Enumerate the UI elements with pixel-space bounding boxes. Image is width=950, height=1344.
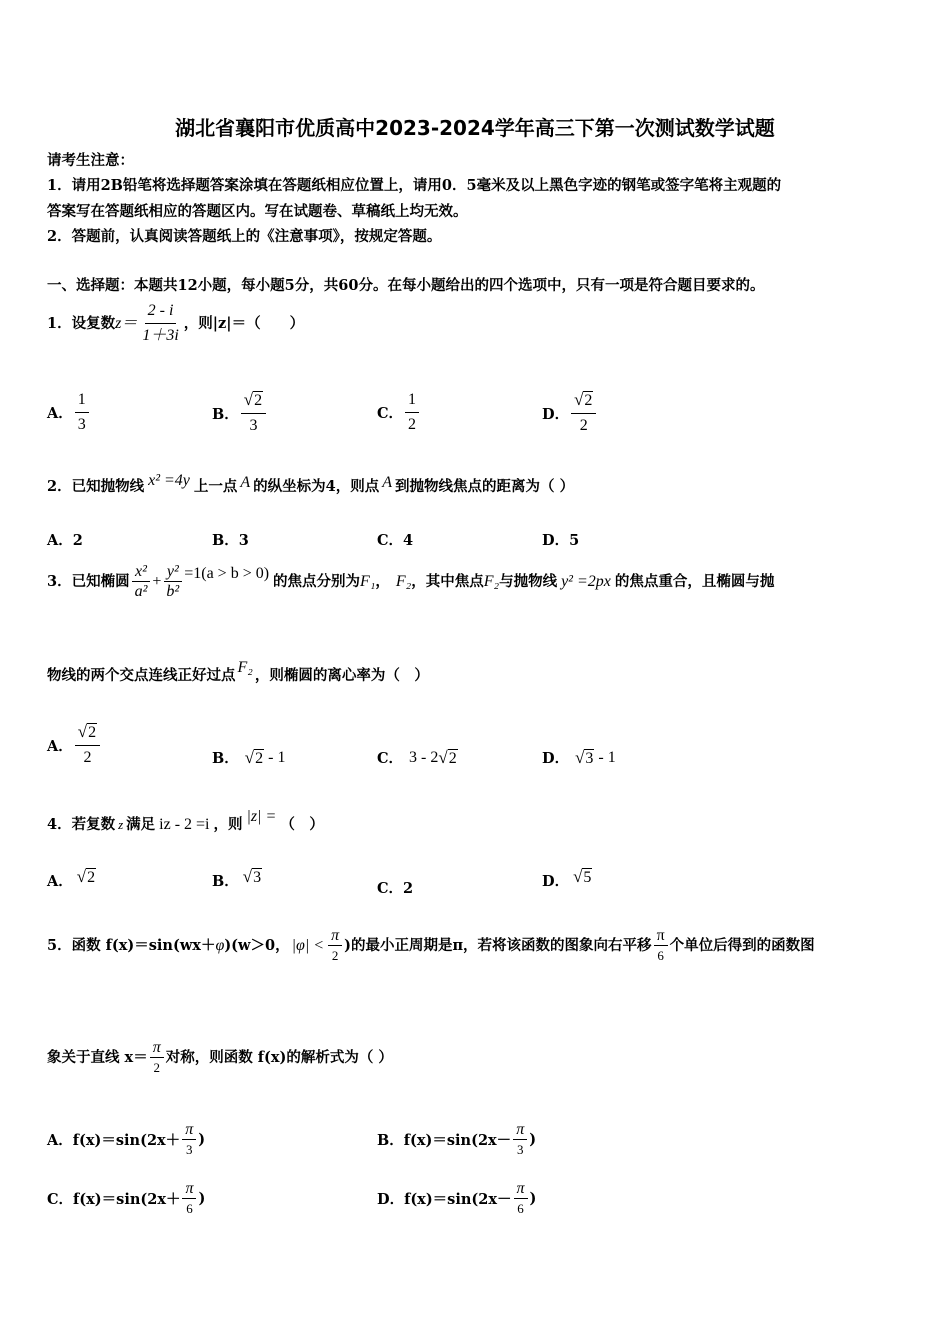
option-fraction <box>75 390 89 435</box>
q3-line-2-prefix: 物线的两个交点连线正好过点 <box>47 667 236 684</box>
option-close: ) <box>529 1131 537 1148</box>
option-label: C． <box>47 1191 74 1208</box>
q2-mid-2: 的纵坐标为4，则点 <box>253 478 380 495</box>
option-fraction <box>405 390 419 435</box>
radicand: 3 <box>253 868 262 886</box>
sqrt-icon: √ <box>575 747 585 767</box>
option-label: B． <box>212 750 239 767</box>
numerator: 1 <box>405 390 419 413</box>
option-value: 3 <box>238 532 249 549</box>
option-value: 2 <box>403 880 414 897</box>
option-label: A． <box>47 737 73 755</box>
notice-heading: 请考生注意： <box>47 152 134 169</box>
denominator: 2 <box>83 749 92 766</box>
denominator: 2 <box>579 417 588 434</box>
q1-prefix: 1．设复数 <box>47 314 116 332</box>
q5-phi: φ <box>215 936 225 954</box>
denominator: 2 <box>408 416 417 433</box>
option-text: f(x)＝sin(2x－ <box>403 1132 512 1149</box>
page-title: 湖北省襄阳市优质高中2023-2024学年高三下第一次测试数学试题 <box>175 116 775 140</box>
option-close: ) <box>529 1190 537 1207</box>
q5-mid-2: )的最小正周期是π，若将该函数的图象向右平移 <box>344 936 652 954</box>
option-fraction <box>241 390 266 436</box>
q2-suffix: 到抛物线焦点的距离为（ ） <box>395 478 575 495</box>
option-rest: 3 - 2 <box>409 748 439 766</box>
numerator: π <box>514 1181 528 1199</box>
option-label: B． <box>212 405 239 423</box>
option-value: 2 <box>72 532 83 549</box>
q4-condition: iz - 2 =i <box>159 816 210 833</box>
option-label: D． <box>542 750 570 767</box>
question-3-line-1 <box>47 564 774 599</box>
sqrt-icon: √ <box>244 747 255 767</box>
option-fraction <box>182 1122 196 1157</box>
q5-pi-over-2-b <box>150 1040 164 1075</box>
option-label: D． <box>542 405 570 423</box>
question-5-line-1 <box>47 928 815 963</box>
q2-equation: x² =4y <box>148 472 190 489</box>
q2-point-2: A <box>382 474 393 491</box>
question-1 <box>47 301 304 346</box>
option-fraction <box>75 722 100 768</box>
notice-line-1a: 1．请用2B铅笔将选择题答案涂填在答题纸相应位置上，请用0．5毫米及以上黑色字迹的钢笔或签字笔将主观题的 <box>47 177 782 194</box>
numerator: π <box>328 928 342 946</box>
option-value: 5 <box>569 532 580 549</box>
q5-abs-phi: |φ| < <box>291 936 325 954</box>
sqrt-icon: √ <box>242 866 253 886</box>
option-fraction <box>182 1181 196 1216</box>
option-fraction <box>514 1181 528 1216</box>
option-label: B． <box>212 873 239 890</box>
q3-f2-c: F₂ <box>237 659 253 676</box>
option-text: f(x)＝sin(2x－ <box>404 1191 512 1208</box>
section-heading: 一、选择题：本题共12小题，每小题5分，共60分。在每小题给出的四个选项中，只有一项是符合题目要求的。 <box>47 277 765 294</box>
q4-abs-z: |z| = <box>246 808 277 825</box>
denominator: 6 <box>657 948 664 963</box>
numerator: x² <box>132 564 150 582</box>
radicand: 2 <box>254 392 263 409</box>
notice-line-1b: 答案写在答题纸相应的答题区内。写在试题卷、草稿纸上均无效。 <box>47 203 468 220</box>
q5-prefix: 5．函数 f(x)＝sin(wx＋ <box>47 936 216 954</box>
numerator: y² <box>164 564 182 582</box>
option-close: ) <box>198 1131 206 1148</box>
q4-mid-2: ，则 <box>213 816 243 833</box>
option-label: A． <box>47 1132 73 1149</box>
q3-f2-b: F₂ <box>483 572 500 590</box>
option-close: ) <box>198 1190 206 1207</box>
q3-mid-3: 与抛物线 <box>499 572 558 590</box>
q3-x-fraction <box>132 564 151 599</box>
q4-prefix: 4．若复数 <box>47 816 116 833</box>
q4-mid: 满足 <box>126 816 156 833</box>
q1-numerator: 2 - i <box>145 301 177 324</box>
question-5-line-2 <box>47 1040 393 1075</box>
q1-option-b[interactable] <box>212 390 268 436</box>
q3-mid-1: 的焦点分别为 <box>273 572 361 590</box>
q4-z: z <box>118 817 124 832</box>
option-label: C． <box>377 880 404 897</box>
numerator: π <box>182 1122 196 1140</box>
numerator: 1 <box>75 390 89 413</box>
plus-sign: + <box>152 572 162 590</box>
option-value: 4 <box>403 532 414 549</box>
denominator: 2 <box>331 948 339 963</box>
option-label: D． <box>542 873 570 890</box>
sqrt-icon: √ <box>243 390 254 409</box>
numerator: π <box>654 928 668 946</box>
denominator: 6 <box>186 1201 193 1216</box>
denominator: 6 <box>517 1201 524 1216</box>
sqrt-icon: √ <box>574 390 584 409</box>
option-label: C． <box>377 405 404 422</box>
q5-option-d[interactable] <box>377 1181 536 1216</box>
radicand: 2 <box>584 392 593 409</box>
q3-option-a[interactable] <box>47 722 102 768</box>
q5-pi-over-2 <box>328 928 342 963</box>
question-4 <box>47 808 324 835</box>
q5-pi-over-6 <box>654 928 668 963</box>
q3-line-2-suffix: ，则椭圆的离心率为（ ） <box>254 667 429 684</box>
q3-option-b[interactable] <box>212 747 285 768</box>
denominator: 3 <box>249 417 258 434</box>
radicand: 2 <box>87 868 96 886</box>
q4-option-c[interactable] <box>377 877 413 898</box>
q3-option-c[interactable] <box>377 747 458 768</box>
option-label: D． <box>377 1191 405 1208</box>
radicand: 5 <box>583 868 592 886</box>
q5-option-c[interactable] <box>47 1181 205 1216</box>
q3-f1: F₁ <box>360 572 376 590</box>
q3-parabola: y² =2px <box>561 572 611 590</box>
q3-line-1-end: 的焦点重合，且椭圆与抛 <box>614 572 775 590</box>
q3-equation-tail: =1(a > b > 0) <box>184 564 270 582</box>
option-label: B． <box>212 532 239 549</box>
question-2 <box>47 472 575 497</box>
option-label: A． <box>47 873 73 890</box>
q4-option-a[interactable] <box>47 866 96 891</box>
q1-option-a[interactable] <box>47 390 91 435</box>
option-label: C． <box>377 750 404 767</box>
q4-suffix: （ ） <box>280 816 324 833</box>
denominator: a² <box>134 583 148 600</box>
option-rest: - 1 <box>594 748 616 766</box>
q3-prefix: 3．已知椭圆 <box>47 572 130 590</box>
q1-option-c[interactable] <box>377 390 421 435</box>
notice-line-2: 2．答题前，认真阅读答题纸上的《注意事项》，按规定答题。 <box>47 228 442 245</box>
option-label: A． <box>47 405 73 422</box>
numerator: π <box>182 1181 196 1199</box>
option-label: A． <box>47 532 73 549</box>
denominator: 2 <box>153 1060 160 1075</box>
numerator: π <box>150 1040 164 1058</box>
q3-f2: F₂ <box>395 572 412 590</box>
q5-option-b[interactable] <box>377 1122 536 1157</box>
option-text: f(x)＝sin(2x＋ <box>73 1191 181 1208</box>
radicand: 2 <box>255 749 264 767</box>
q1-z-eq: z＝ <box>115 314 138 332</box>
numerator: π <box>513 1122 527 1140</box>
q4-option-b[interactable] <box>212 866 262 891</box>
q5-line-2-suffix: 对称，则函数 f(x)的解析式为（ ） <box>165 1048 393 1066</box>
option-rest: - 1 <box>264 748 286 766</box>
option-label: C． <box>377 532 404 549</box>
q5-mid-1: )(w＞0， <box>224 936 290 954</box>
radicand: 2 <box>448 749 457 767</box>
option-text: f(x)＝sin(2x＋ <box>72 1132 181 1149</box>
q1-fraction <box>139 301 181 346</box>
q5-line-2-prefix: 象关于直线 x＝ <box>47 1048 148 1066</box>
denominator: 3 <box>185 1142 193 1157</box>
q3-option-d[interactable] <box>542 747 616 768</box>
q2-prefix: 2．已知抛物线 <box>47 478 145 495</box>
radicand: 3 <box>585 749 594 767</box>
q2-option-d[interactable] <box>542 529 579 550</box>
q2-option-c[interactable] <box>377 529 413 550</box>
q1-suffix: ，则|z|＝（ ） <box>183 314 305 332</box>
option-label: B． <box>377 1132 404 1149</box>
option-fraction <box>513 1122 527 1157</box>
q3-y-fraction <box>163 564 182 599</box>
radicand: 2 <box>88 724 97 741</box>
q2-option-a[interactable] <box>47 529 83 550</box>
q5-option-a[interactable] <box>47 1122 205 1157</box>
q2-mid-1: 上一点 <box>193 478 238 495</box>
q1-option-d[interactable] <box>542 390 598 436</box>
sqrt-icon: √ <box>77 722 88 741</box>
q3-sep: ， <box>375 572 390 590</box>
q2-option-b[interactable] <box>212 529 249 550</box>
sqrt-icon: √ <box>573 866 583 886</box>
sqrt-icon: √ <box>438 747 448 767</box>
denominator: 3 <box>77 416 86 433</box>
q5-line-1-end: 个单位后得到的函数图 <box>669 936 815 954</box>
q3-mid-2: ，其中焦点 <box>411 572 484 590</box>
option-fraction <box>571 390 596 436</box>
q2-point: A <box>240 474 251 491</box>
denominator: b² <box>166 583 180 600</box>
option-label: D． <box>542 532 570 549</box>
sqrt-icon: √ <box>76 866 87 886</box>
denominator: 3 <box>516 1142 524 1157</box>
q1-denominator: 1＋3i <box>142 327 179 344</box>
question-3-line-2 <box>47 659 429 686</box>
q4-option-d[interactable] <box>542 866 592 891</box>
